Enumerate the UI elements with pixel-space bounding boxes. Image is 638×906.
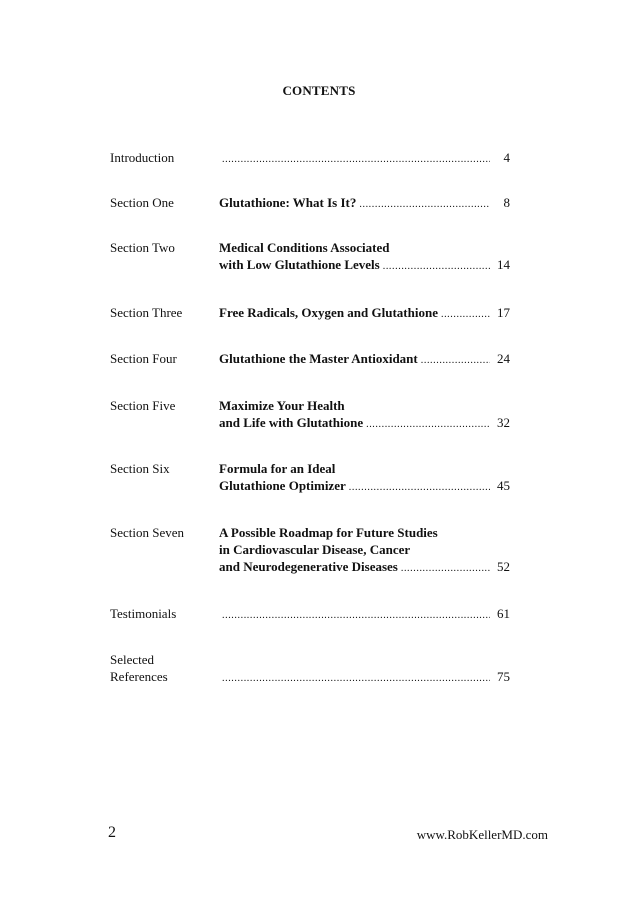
toc-title: Formula for an Ideal Glutathione Optimizer ..... 45 xyxy=(219,460,510,496)
toc-title: Medical Conditions Associated with Low Glutathione Levels ..... 14 xyxy=(219,239,510,275)
dot-leader xyxy=(222,151,490,168)
toc-label: Introduction xyxy=(110,150,175,165)
dot-leader xyxy=(366,416,490,433)
toc-label: Section One xyxy=(110,195,174,210)
toc-title: Maximize Your Health and Life with Glutathione ..... 32 xyxy=(219,397,510,433)
dot-leader xyxy=(222,670,490,687)
toc-title: A Possible Roadmap for Future Studies in Cardiovascular Disease, Cancer and Neurodegenerative Diseases ..... 52 xyxy=(219,524,510,577)
toc-label: Section Five xyxy=(110,398,176,413)
page-number: 14 xyxy=(497,257,510,272)
dot-leader xyxy=(349,479,490,496)
toc-title: Glutathione the Master Antioxidant ..... 24 xyxy=(219,350,510,369)
dot-leader xyxy=(401,560,490,577)
toc-label: Section Two xyxy=(110,240,175,255)
dot-leader xyxy=(359,196,490,213)
toc-label: Section Four xyxy=(110,351,177,366)
toc-label: Testimonials xyxy=(110,606,177,621)
toc-title: Glutathione: What Is It? ..... 8 xyxy=(219,194,510,213)
page-number: 75 xyxy=(497,669,510,684)
dot-leader xyxy=(421,352,490,369)
toc-title xyxy=(219,149,510,168)
page-number: 45 xyxy=(497,478,510,493)
page-number: 8 xyxy=(503,195,510,210)
page-number: 24 xyxy=(497,351,510,366)
dot-leader xyxy=(383,258,490,275)
dot-leader xyxy=(222,607,490,624)
footer-website: www.RobKellerMD.com xyxy=(416,827,548,842)
page-number: 17 xyxy=(497,305,510,320)
toc-title xyxy=(219,605,510,624)
page-number: 4 xyxy=(503,150,510,165)
page-number: 32 xyxy=(497,415,510,430)
dot-leader xyxy=(441,306,490,323)
toc-label: Section Six xyxy=(110,461,170,476)
footer-page-number: 2 xyxy=(108,824,116,841)
toc-label: Section Seven xyxy=(110,525,185,540)
page-number: 52 xyxy=(497,559,510,574)
toc-label: Selected References xyxy=(110,652,168,684)
page-number: 61 xyxy=(497,606,510,621)
toc-title xyxy=(219,668,510,687)
toc-title: Free Radicals, Oxygen and Glutathione ..... 17 xyxy=(219,304,510,323)
page-title: CONTENTS xyxy=(282,83,356,98)
toc-label: Section Three xyxy=(110,305,183,320)
